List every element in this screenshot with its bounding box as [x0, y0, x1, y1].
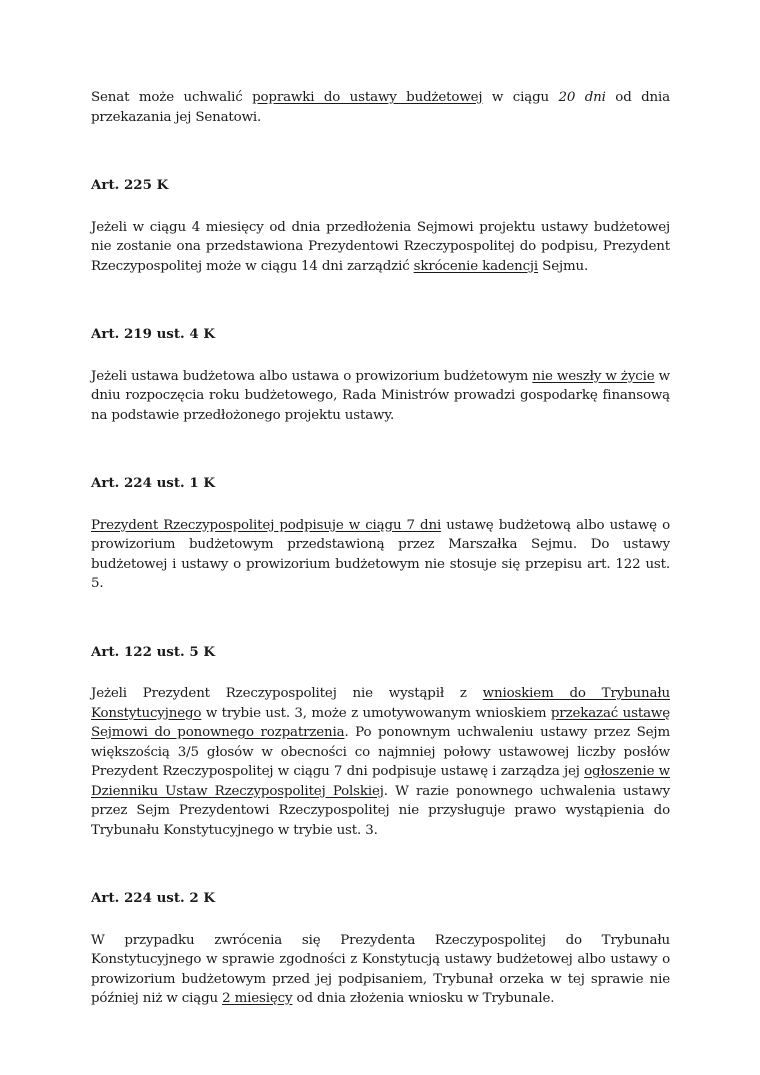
text: Senat może uchwalić: [91, 90, 253, 105]
underlined-text: ogłoszenie w Dzienniku Ustaw Rzeczypospolitej Polskiej: [91, 764, 670, 799]
text: od dnia przekazania jej Senatowi.: [91, 90, 670, 125]
article-heading-224-1: Art. 224 ust. 1 K: [91, 475, 215, 491]
underlined-text: nie weszły w życie: [532, 368, 655, 384]
text: w ciągu: [482, 90, 559, 105]
article-heading-219: Art. 219 ust. 4 K: [91, 326, 215, 342]
text: w dniu rozpoczęcia roku budżetowego, Rada Ministrów prowadzi gospodarkę finansową na podstawie przedłożonego projektu ustawy.: [91, 368, 670, 423]
text: . W razie ponownego uchwalenia ustawy przez Sejm Prezydentowi Rzeczypospolitej nie przysługuje prawo wystąpienia do Trybunału Konstytucyjnego w trybie ust. 3.: [91, 783, 670, 838]
text: Jeżeli w ciągu 4 miesięcy od dnia przedłożenia Sejmowi projektu ustawy budżetowej nie zostanie ona przedstawiona Prezydentowi Rzeczypospolitej do podpisu, Prezydent Rzeczypospolitej może w ciągu 14 dni zarządzić: [91, 219, 670, 274]
article-122-5-paragraph: [91, 684, 670, 840]
text: W przypadku zwrócenia się Prezydenta Rzeczypospolitej do Trybunału Konstytucyjnego w sprawie zgodności z Konstytucją ustawy budżetowej albo ustawy o prowizorium budżetowym przed jej podpisaniem, Trybunał orzeka w tej sprawie nie później niż w ciągu: [91, 932, 670, 1006]
italic-text: 20 dni: [558, 90, 606, 105]
underlined-text: wnioskiem do Trybunału Konstytucyjnego: [91, 686, 670, 721]
underlined-text: skrócenie kadencji: [413, 258, 539, 274]
text: Jeżeli ustawa budżetowa albo ustawa o prowizorium budżetowym: [91, 368, 533, 384]
document-body: [91, 88, 670, 1009]
text: w trybie ust. 3, może z umotywowanym wnioskiem: [201, 705, 551, 721]
article-heading-225: Art. 225 K: [91, 177, 169, 193]
text: Jeżeli Prezydent Rzeczypospolitej nie wystąpił z: [91, 686, 483, 701]
article-219-paragraph: [91, 367, 670, 426]
text: Sejmu.: [538, 258, 589, 274]
article-224-1-paragraph: [91, 516, 670, 594]
article-225-paragraph: [91, 218, 670, 277]
text: ustawę budżetową albo ustawę o prowizorium budżetowym przedstawioną przez Marszałka Sejmu. Do ustawy budżetowej i ustawy o prowizorium budżetowym nie stosuje się przepisu art. 122 ust. 5.: [91, 517, 670, 591]
article-heading-122-5: Art. 122 ust. 5 K: [91, 643, 215, 660]
intro-paragraph: [91, 88, 670, 127]
text: od dnia złożenia wniosku w Trybunale.: [292, 991, 555, 1006]
article-heading-224-2: Art. 224 ust. 2 K: [91, 890, 215, 906]
underlined-text: 2 miesięcy: [222, 991, 293, 1006]
underlined-text: Prezydent Rzeczypospolitej podpisuje w ciągu 7 dni: [91, 517, 442, 533]
underlined-text: przekazać ustawę Sejmowi do ponownego rozpatrzenia: [91, 705, 670, 740]
underlined-text: poprawki do ustawy budżetowej: [252, 90, 483, 105]
article-224-2-paragraph: [91, 931, 670, 1009]
text: . Po ponownym uchwaleniu ustawy przez Sejm większością 3/5 głosów w obecności co najmniej połowy ustawowej liczby posłów Prezydent Rzeczypospolitej w ciągu 7 dni podpisuje ustawę i zarządza jej: [91, 725, 670, 779]
